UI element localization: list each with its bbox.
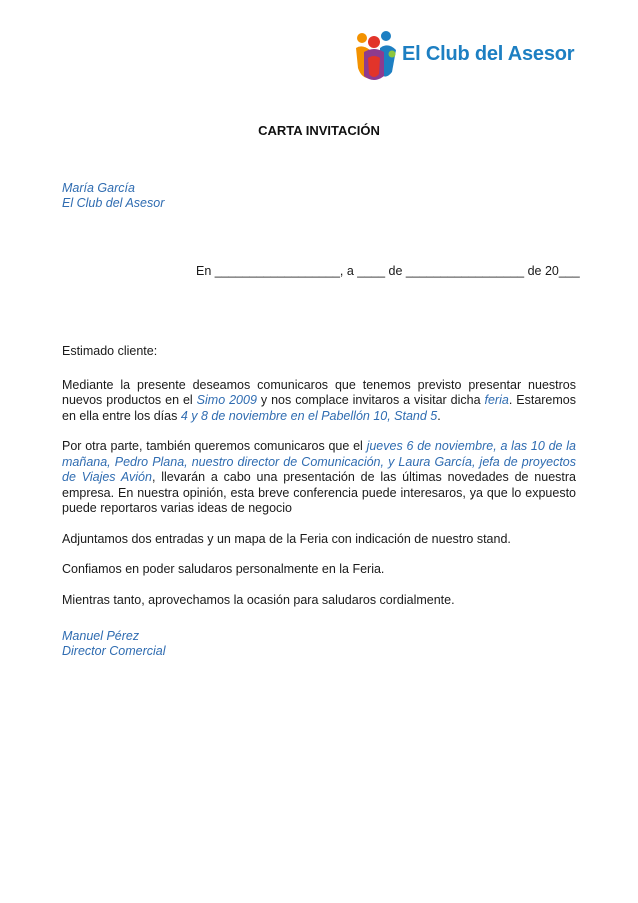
signer-name: Manuel Pérez <box>62 629 140 643</box>
event-name: Simo 2009 <box>196 393 257 407</box>
sender-block <box>62 181 164 211</box>
signer-role: Director Comercial <box>62 644 166 658</box>
letter-title: CARTA INVITACIÓN <box>258 123 380 138</box>
letter-body <box>62 344 576 608</box>
feria-word: feria <box>484 393 509 407</box>
people-figures-icon <box>352 28 400 84</box>
event-dates-location: 4 y 8 de noviembre en el Pabellón 10, Stand 5 <box>180 408 438 423</box>
company-logo <box>352 28 582 84</box>
paragraph-attachments: Adjuntamos dos entradas y un mapa de la Feria con indicación de nuestro stand. <box>62 531 511 546</box>
paragraph-presentation: Por otra parte, también queremos comunicaros que el jueves 6 de noviembre, a las 10 de la mañana, Pedro Plana, nuestro director de Comunicación, y Laura García, jefa de proyectos de Viajes Avión, llevarán a cabo una presentación de las últimas novedades de nuestra empresa. En nuestra opinión, esta breve conferencia puede interesaros, ya que lo expuesto puede reportaros varias ideas de negocio <box>62 439 576 515</box>
presentation-details: jueves 6 de noviembre, a las 10 de la mañana, Pedro Plana, nuestro director de Comunicación, y Laura García, jefa de proyectos de Viajes Avión <box>62 439 576 484</box>
paragraph-invitation: Mediante la presente deseamos comunicaros que tenemos previsto presentar nuestros nuevos productos en el Simo 2009 y nos complace invitaros a visitar dicha feria. Estaremos en ella entre los días 4 y 8 de noviembre en el Pabellón 10, Stand 5. <box>62 377 576 423</box>
sender-company: El Club del Asesor <box>62 196 165 210</box>
date-line: En __________________, a ____ de _________________ de 20___ <box>196 264 580 278</box>
paragraph-greeting-hope: Confiamos en poder saludaros personalmente en la Feria. <box>62 562 385 576</box>
signature-block <box>62 629 166 659</box>
greeting: Estimado cliente: <box>62 344 158 358</box>
logo-wordmark: El Club del Asesor <box>402 43 575 65</box>
paragraph-closing: Mientras tanto, aprovechamos la ocasión para saludaros cordialmente. <box>62 592 455 607</box>
sender-name: María García <box>62 181 135 195</box>
